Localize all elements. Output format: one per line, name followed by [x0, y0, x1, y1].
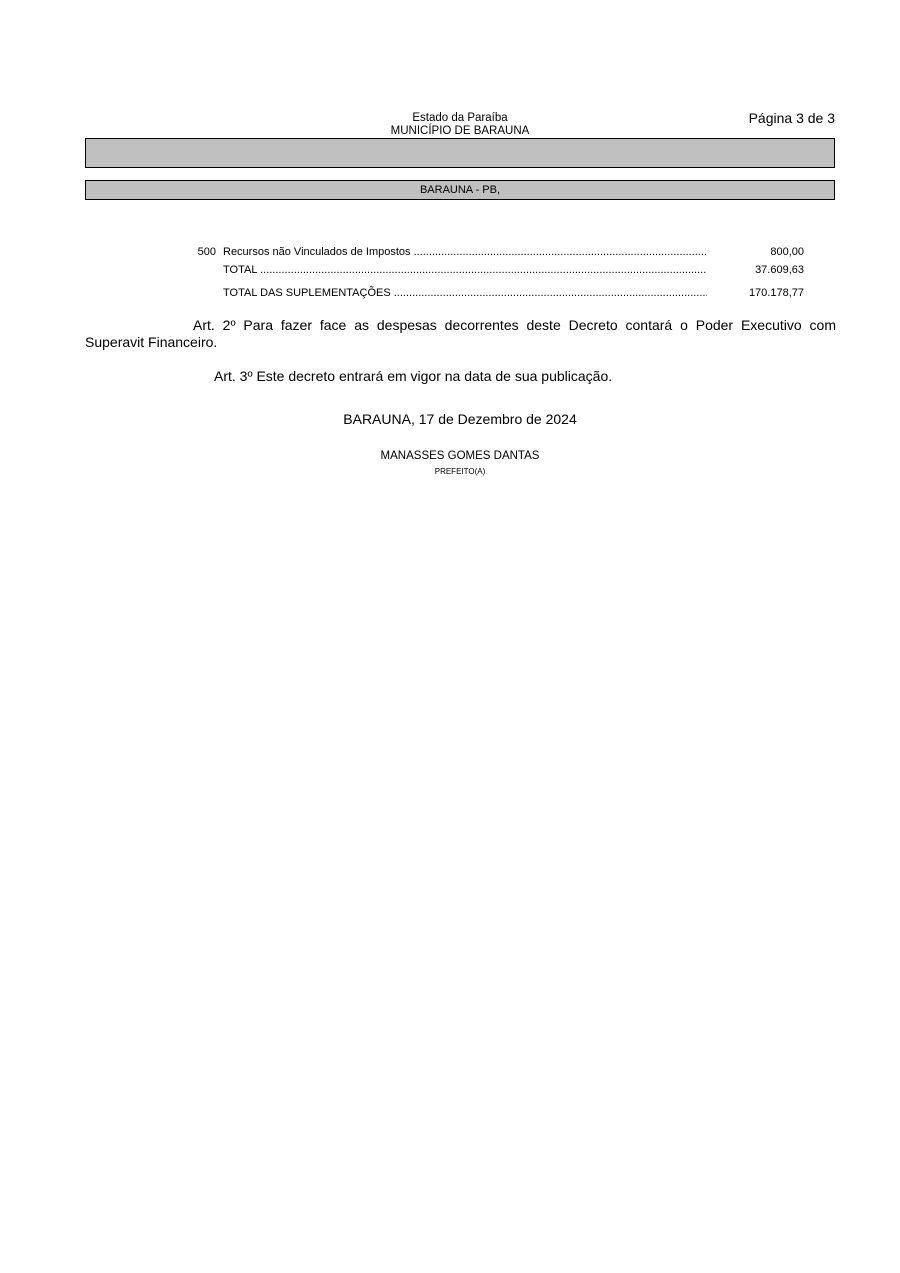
signer-role: PREFEITO(A) [434, 467, 486, 476]
row-description: TOTAL ..... [223, 263, 707, 278]
row-value: 170.178,77 [748, 287, 804, 299]
table-row [190, 286, 804, 301]
city-date: BARAUNA, 17 de Dezembro de 2024 [343, 411, 577, 427]
signer-name: MANASSES GOMES DANTAS [380, 450, 540, 462]
row-description: Recursos não Vinculados de Impostos ..... [223, 245, 707, 260]
municipality-name: MUNICÍPIO DE BARAUNA [390, 125, 530, 137]
page-number: Página 3 de 3 [748, 110, 835, 126]
state-name: Estado da Paraíba [412, 112, 508, 124]
article-2: Art. 2º Para fazer face as despesas decorrentes deste Decreto contará o Poder Executivo com Superavit Financeiro. [85, 317, 836, 350]
header-state-block [260, 112, 660, 138]
table-row [190, 263, 804, 278]
row-value: 37.609,63 [755, 264, 804, 276]
table-row [190, 245, 804, 260]
row-code: 500 [197, 246, 216, 258]
article-3: Art. 3º Este decreto entrará em vigor na data de sua publicação. [214, 368, 613, 384]
row-value: 800,00 [770, 246, 804, 258]
title-bar [85, 138, 835, 168]
row-description: TOTAL DAS SUPLEMENTAÇÕES ..... [223, 286, 707, 301]
location-bar: BARAUNA - PB, [85, 180, 835, 200]
